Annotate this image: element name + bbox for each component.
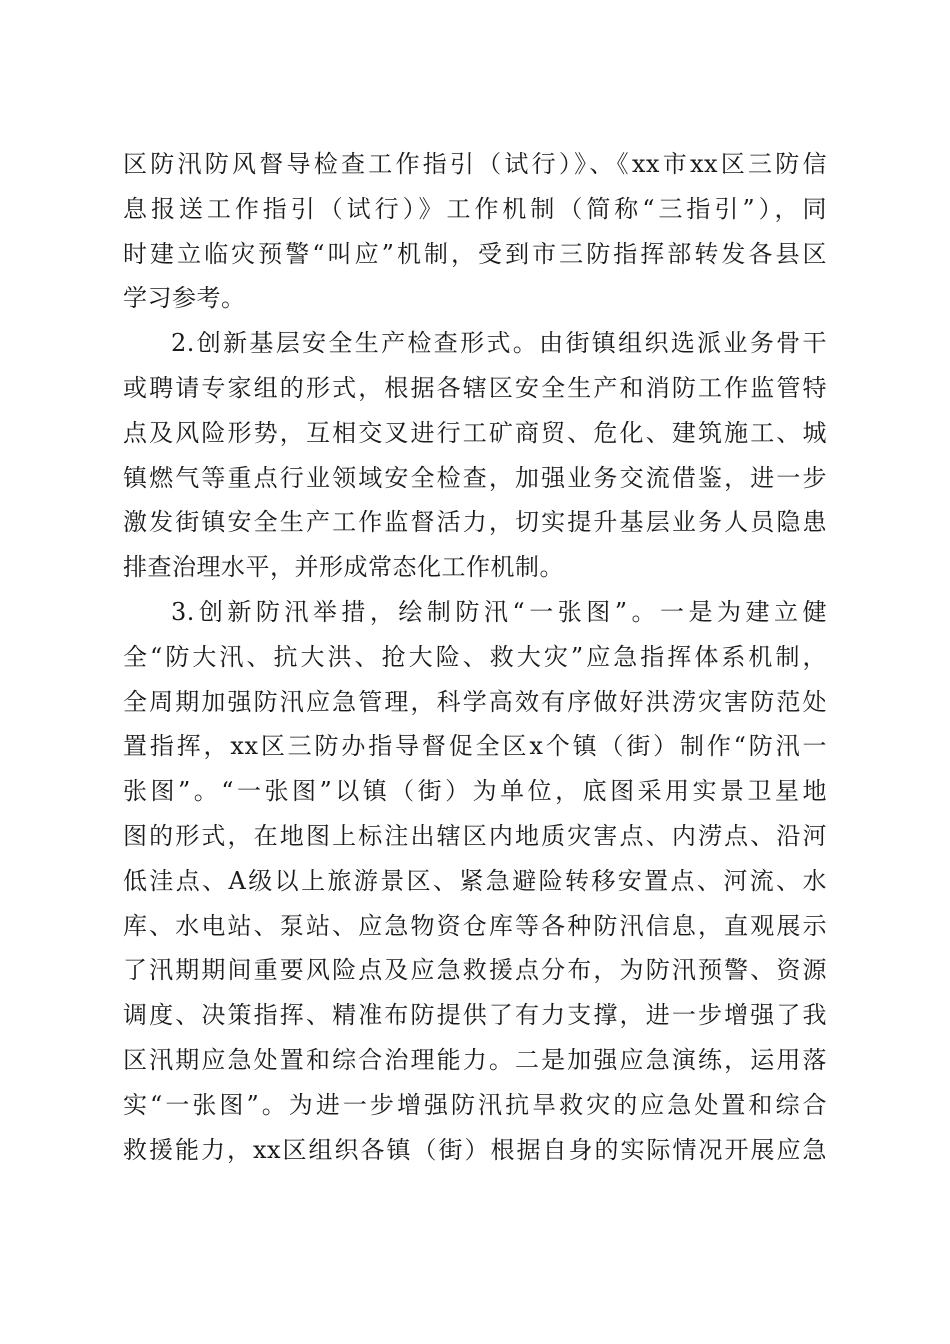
text-line: 全“防大汛、抗大洪、抢大险、救大灾”应急指挥体系机制， bbox=[123, 642, 827, 671]
text-line: 激发街镇安全生产工作监督活力，切实提升基层业务人员隐患 bbox=[123, 508, 827, 537]
text-line: 学习参考。 bbox=[123, 284, 246, 313]
text-line: 或聘请专家组的形式，根据各辖区安全生产和消防工作监管特 bbox=[123, 373, 827, 402]
text-line: 图的形式，在地图上标注出辖区内地质灾害点、内涝点、沿河 bbox=[123, 821, 827, 850]
text-line: 时建立临灾预警“叫应”机制，受到市三防指挥部转发各县区 bbox=[123, 239, 827, 268]
text-line: 点及风险形势，互相交叉进行工矿商贸、危化、建筑施工、城 bbox=[123, 418, 827, 447]
text-line: 置指挥，xx区三防办指导督促全区x个镇（街）制作“防汛一 bbox=[123, 732, 827, 761]
text-line: 排查治理水平，并形成常态化工作机制。 bbox=[123, 553, 564, 582]
paragraph-3-first-line: 3.创新防汛举措，绘制防汛“一张图”。一是为建立健 bbox=[171, 597, 827, 626]
text-line: 了汛期期间重要风险点及应急救援点分布，为防汛预警、资源 bbox=[123, 956, 827, 985]
text-line: 息报送工作指引（试行）》工作机制（简称“三指引”），同 bbox=[123, 194, 827, 223]
paragraph-2-first-line: 2.创新基层安全生产检查形式。由街镇组织选派业务骨干 bbox=[171, 329, 827, 358]
text-line: 区防汛防风督导检查工作指引（试行）》、《xx市xx区三防信 bbox=[123, 150, 827, 178]
text-line: 救援能力，xx区组织各镇（街）根据自身的实际情况开展应急 bbox=[123, 1135, 827, 1164]
text-line: 全周期加强防汛应急管理，科学高效有序做好洪涝灾害防范处 bbox=[123, 687, 827, 716]
text-line: 张图”。“一张图”以镇（街）为单位，底图采用实景卫星地 bbox=[123, 777, 827, 806]
text-line: 调度、决策指挥、精准布防提供了有力支撑，进一步增强了我 bbox=[123, 1001, 827, 1030]
text-line: 库、水电站、泵站、应急物资仓库等各种防汛信息，直观展示 bbox=[123, 911, 827, 940]
text-line: 实“一张图”。为进一步增强防汛抗旱救灾的应急处置和综合 bbox=[123, 1090, 827, 1119]
body-text bbox=[123, 142, 827, 1172]
text-line: 镇燃气等重点行业领域安全检查，加强业务交流借鉴，进一步 bbox=[123, 463, 827, 492]
text-line: 区汛期应急处置和综合治理能力。二是加强应急演练，运用落 bbox=[123, 1045, 827, 1074]
text-line: 低洼点、A级以上旅游景区、紧急避险转移安置点、河流、水 bbox=[123, 866, 827, 895]
